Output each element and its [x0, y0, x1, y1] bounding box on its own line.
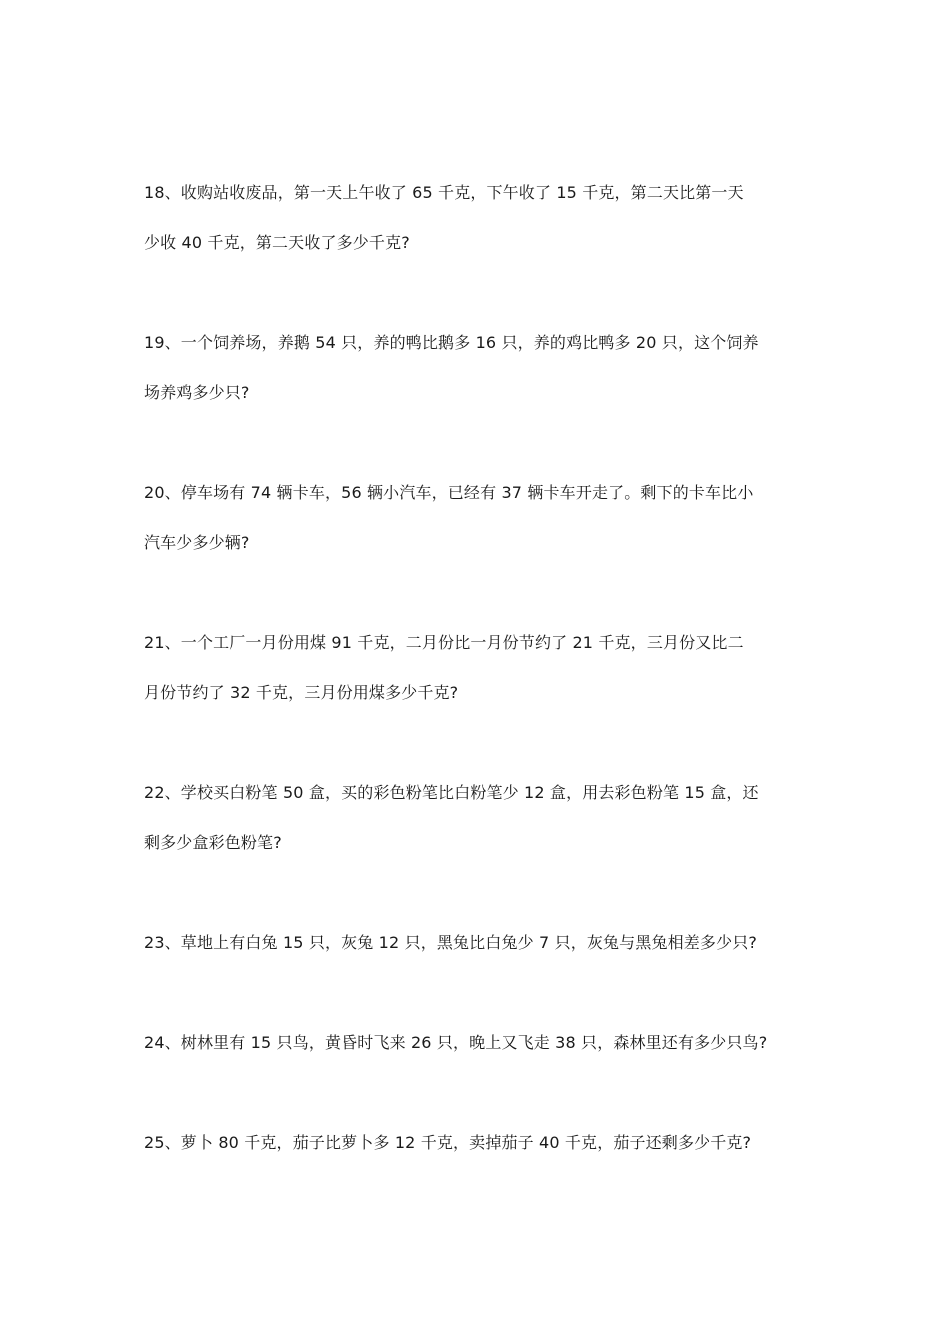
problem-21-line-2: 月份节约了 32 千克，三月份用煤多少千克? [144, 683, 459, 702]
problem-19 [144, 318, 816, 418]
problem-list [144, 168, 816, 1168]
problem-21 [144, 618, 816, 718]
problem-21-line-1: 21、一个工厂一月份用煤 91 千克，二月份比一月份节约了 21 千克，三月份又比二 [144, 633, 744, 652]
problem-24-line-1: 24、树林里有 15 只鸟，黄昏时飞来 26 只，晚上又飞走 38 只，森林里还有多少只鸟? [144, 1033, 768, 1052]
problem-19-line-1: 19、一个饲养场，养鹅 54 只，养的鸭比鹅多 16 只，养的鸡比鸭多 20 只，这个饲养 [144, 333, 759, 352]
problem-20 [144, 468, 816, 568]
problem-20-line-1: 20、停车场有 74 辆卡车，56 辆小汽车，已经有 37 辆卡车开走了。剩下的卡车比小 [144, 483, 754, 502]
problem-22-line-1: 22、学校买白粉笔 50 盒，买的彩色粉笔比白粉笔少 12 盒，用去彩色粉笔 15 盒，还 [144, 783, 759, 802]
problem-22 [144, 768, 816, 868]
problem-23 [144, 918, 816, 968]
problem-25 [144, 1118, 816, 1168]
problem-20-line-2: 汽车少多少辆? [144, 533, 250, 552]
problem-25-line-1: 25、萝卜 80 千克，茄子比萝卜多 12 千克，卖掉茄子 40 千克，茄子还剩多少千克? [144, 1133, 752, 1152]
problem-18-line-2: 少收 40 千克，第二天收了多少千克? [144, 233, 410, 252]
problem-18-line-1: 18、收购站收废品，第一天上午收了 65 千克，下午收了 15 千克，第二天比第一天 [144, 183, 744, 202]
problem-19-line-2: 场养鸡多少只? [144, 383, 250, 402]
problem-24 [144, 1018, 816, 1068]
problem-18 [144, 168, 816, 268]
problem-22-line-2: 剩多少盒彩色粉笔? [144, 833, 282, 852]
problem-23-line-1: 23、草地上有白兔 15 只，灰兔 12 只，黑兔比白兔少 7 只，灰兔与黑兔相差多少只? [144, 933, 758, 952]
